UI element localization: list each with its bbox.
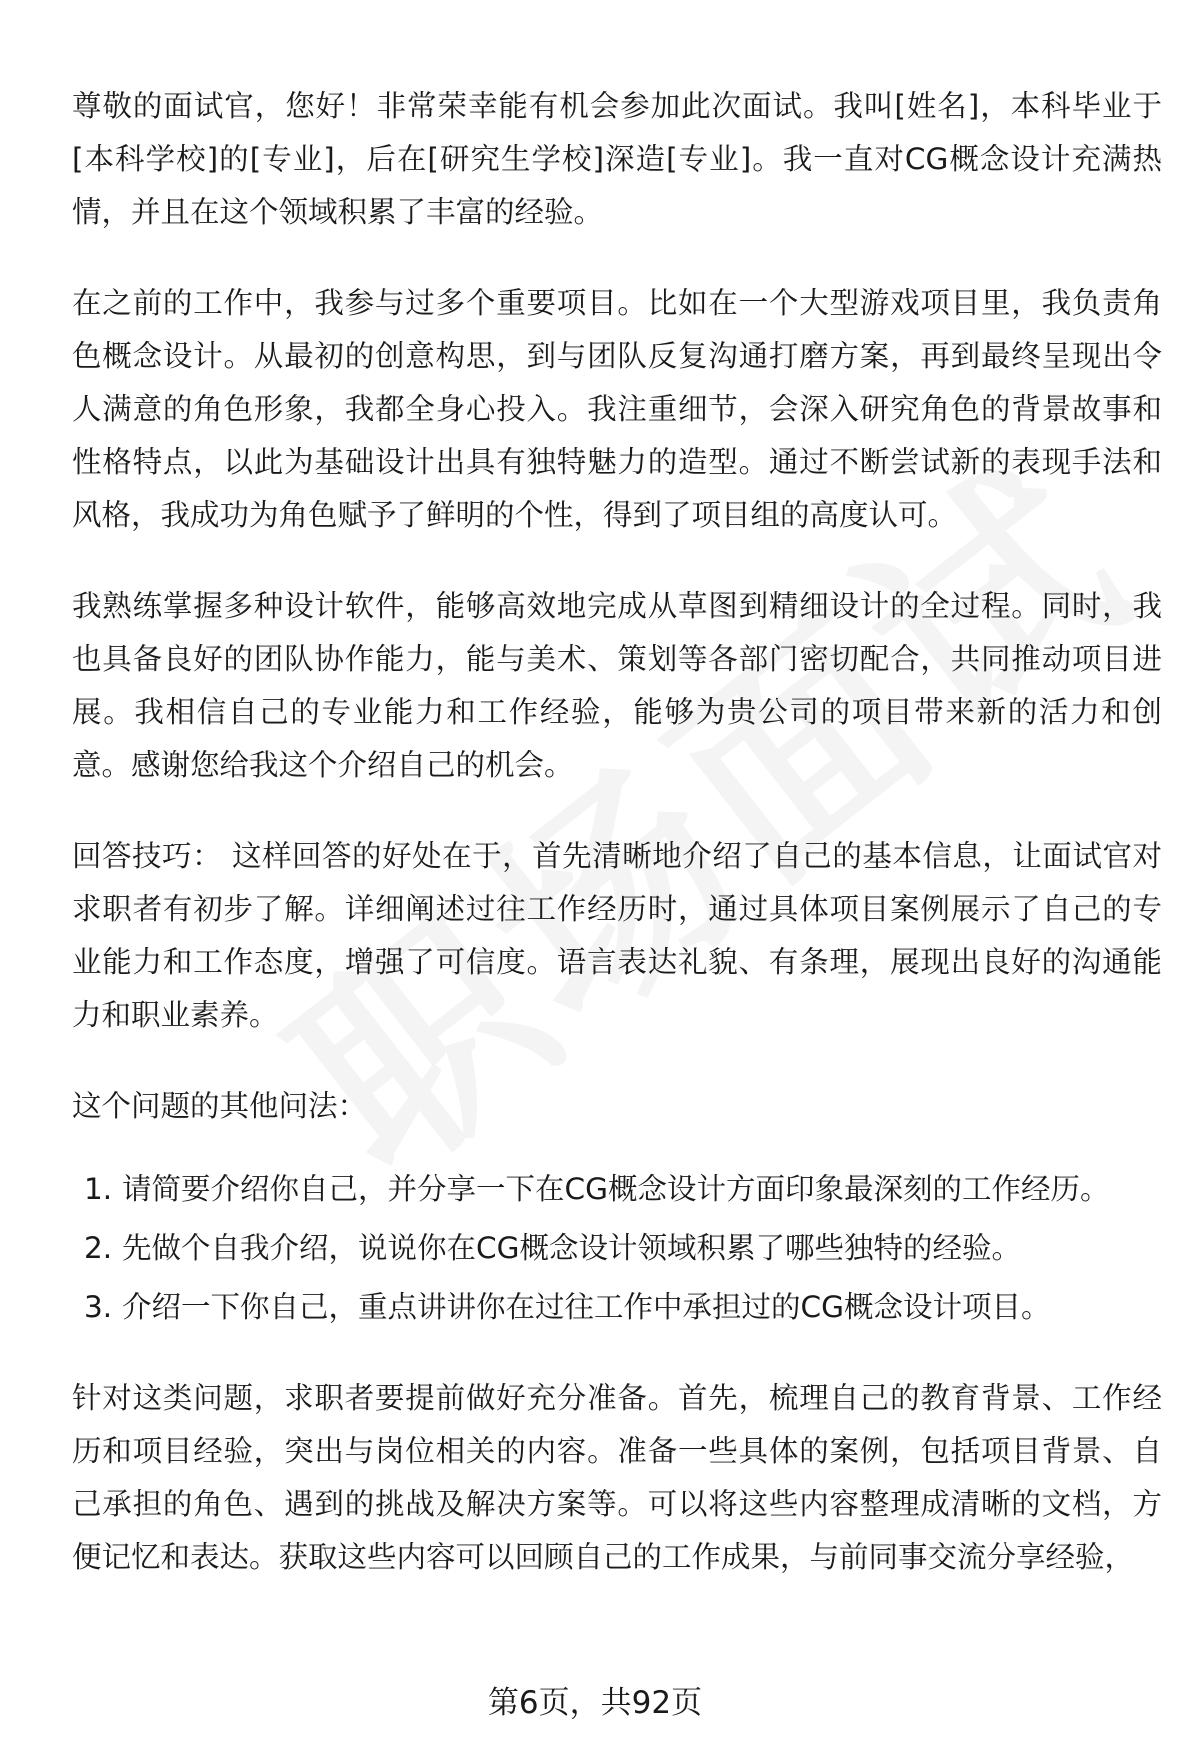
paragraph-intro: 尊敬的面试官，您好！非常荣幸能有机会参加此次面试。我叫[姓名]，本科毕业于[本科学校]的[专业]，后在[研究生学校]深造[专业]。我一直对CG概念设计充满热情，并且在这个领域积累了丰富的经验。	[72, 89, 1162, 229]
paragraph-preparation: 针对这类问题，求职者要提前做好充分准备。首先，梳理自己的教育背景、工作经历和项目经验，突出与岗位相关的内容。准备一些具体的案例，包括项目背景、自己承担的角色、遇到的挑战及解决方案等。可以将这些内容整理成清晰的文档，方便记忆和表达。获取这些内容可以回顾自己的工作成果，与前同事交流分享经验，	[72, 1381, 1162, 1574]
list-number: 3.	[84, 1290, 113, 1324]
paragraph-experience: 在之前的工作中，我参与过多个重要项目。比如在一个大型游戏项目里，我负责角色概念设计。从最初的创意构思，到与团队反复沟通打磨方案，再到最终呈现出令人满意的角色形象，我都全身心投入。我注重细节，会深入研究角色的背景故事和性格特点，以此为基础设计出具有独特魅力的造型。通过不断尝试新的表现手法和风格，我成功为角色赋予了鲜明的个性，得到了项目组的高度认可。	[72, 286, 1162, 532]
list-item	[72, 1222, 1162, 1275]
list-number: 1.	[84, 1172, 113, 1206]
list-item	[72, 1281, 1162, 1334]
paragraph-tips: 回答技巧： 这样回答的好处在于，首先清晰地介绍了自己的基本信息，让面试官对求职者有初步了解。详细阐述过往工作经历时，通过具体项目案例展示了自己的专业能力和工作态度，增强了可信度。语言表达礼貌、有条理，展现出良好的沟通能力和职业素养。	[72, 839, 1162, 1032]
list-item-text: 先做个自我介绍，说说你在CG概念设计领域积累了哪些独特的经验。	[122, 1231, 1021, 1265]
list-item	[72, 1163, 1162, 1216]
paragraph-other-questions-heading: 这个问题的其他问法：	[72, 1089, 368, 1123]
paragraph-skills: 我熟练掌握多种设计软件，能够高效地完成从草图到精细设计的全过程。同时，我也具备良好的团队协作能力，能与美术、策划等各部门密切配合，共同推动项目进展。我相信自己的专业能力和工作经验，能够为贵公司的项目带来新的活力和创意。感谢您给我这个介绍自己的机会。	[72, 589, 1162, 782]
document-body	[72, 80, 1162, 1584]
other-questions-list	[72, 1163, 1162, 1334]
list-number: 2.	[84, 1231, 113, 1265]
list-item-text: 介绍一下你自己，重点讲讲你在过往工作中承担过的CG概念设计项目。	[122, 1290, 1051, 1324]
page-number-footer: 第6页，共92页	[487, 1685, 703, 1721]
list-item-text: 请简要介绍你自己，并分享一下在CG概念设计方面印象最深刻的工作经历。	[122, 1172, 1110, 1206]
